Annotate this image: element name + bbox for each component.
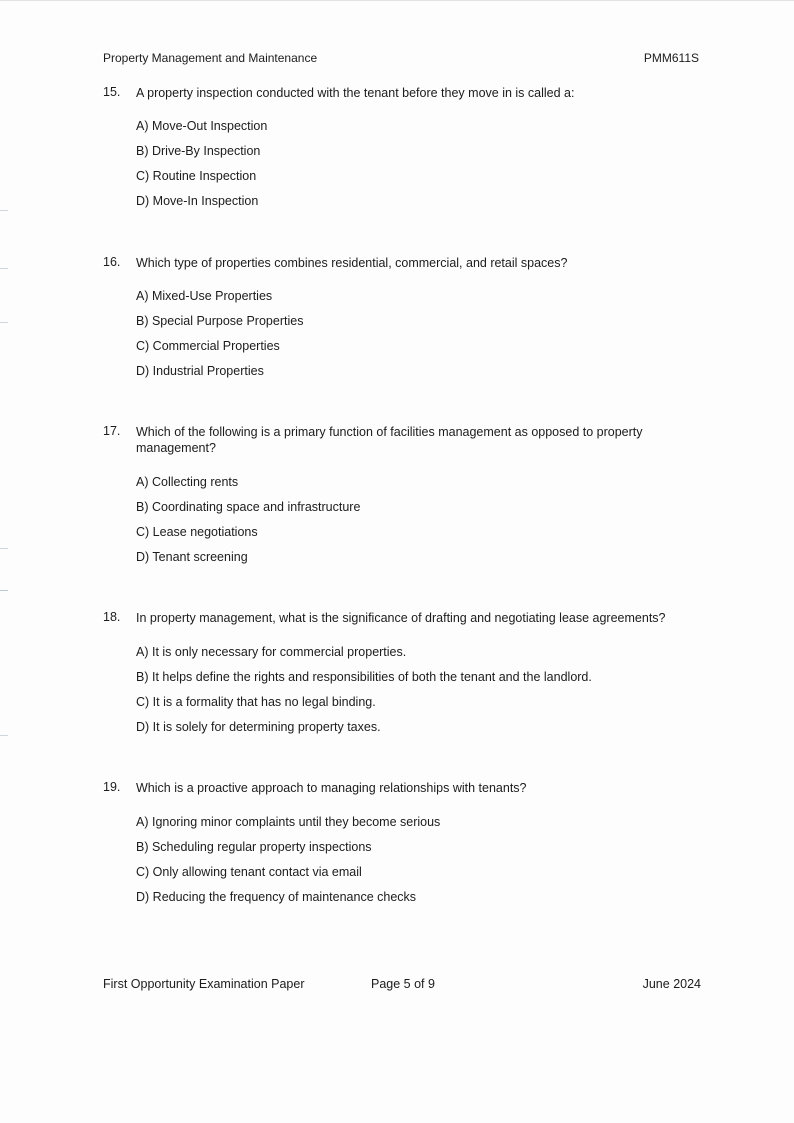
scan-margin-mark: [0, 590, 8, 591]
option-b: B) Drive-By Inspection: [136, 144, 261, 158]
option-list: [136, 118, 267, 218]
option-b: B) It helps define the rights and responsibilities of both the tenant and the landlord.: [136, 670, 592, 684]
page-number: Page 5 of 9: [371, 977, 435, 991]
scan-margin-mark: [0, 735, 8, 736]
option-d: D) Tenant screening: [136, 550, 248, 564]
scan-margin-mark: [0, 548, 8, 549]
question-text: Which of the following is a primary function of facilities management as opposed to property management?: [136, 425, 643, 455]
option-list: [136, 644, 592, 744]
option-b: B) Scheduling regular property inspections: [136, 840, 372, 854]
option-c: C) Commercial Properties: [136, 339, 280, 353]
page-header: [103, 51, 699, 67]
option-a: A) Ignoring minor complaints until they become serious: [136, 815, 441, 829]
paper-label: First Opportunity Examination Paper: [103, 977, 305, 991]
option-list: [136, 814, 440, 914]
scan-margin-mark: [0, 210, 8, 211]
option-a: A) It is only necessary for commercial properties.: [136, 645, 407, 659]
question-text: Which type of properties combines residential, commercial, and retail spaces?: [136, 256, 568, 270]
exam-date: June 2024: [642, 977, 701, 991]
question-text: Which is a proactive approach to managing relationships with tenants?: [136, 781, 527, 795]
question-16: [103, 255, 693, 385]
question-number: 17.: [103, 424, 121, 438]
option-d: D) Move-In Inspection: [136, 194, 259, 208]
option-c: C) Only allowing tenant contact via email: [136, 865, 362, 879]
scan-edge-line: [0, 0, 794, 1]
option-c: C) Lease negotiations: [136, 525, 258, 539]
option-d: D) It is solely for determining property taxes.: [136, 720, 381, 734]
question-17: [103, 424, 693, 574]
question-number: 15.: [103, 85, 121, 99]
question-number: 18.: [103, 610, 121, 624]
option-list: [136, 288, 303, 388]
course-title: Property Management and Maintenance: [103, 51, 318, 65]
option-list: [136, 474, 360, 574]
question-number: 19.: [103, 780, 121, 794]
option-a: A) Mixed-Use Properties: [136, 289, 273, 303]
option-a: A) Collecting rents: [136, 475, 239, 489]
question-text: In property management, what is the significance of drafting and negotiating lease agreements?: [136, 611, 666, 625]
option-c: C) It is a formality that has no legal binding.: [136, 695, 376, 709]
question-number: 16.: [103, 255, 121, 269]
scan-margin-mark: [0, 322, 8, 323]
question-18: [103, 610, 693, 740]
page-footer: [103, 977, 701, 993]
question-19: [103, 780, 693, 910]
scan-margin-mark: [0, 268, 8, 269]
question-15: [103, 85, 693, 215]
option-b: B) Special Purpose Properties: [136, 314, 304, 328]
option-c: C) Routine Inspection: [136, 169, 257, 183]
option-d: D) Reducing the frequency of maintenance checks: [136, 890, 417, 904]
question-text: A property inspection conducted with the tenant before they move in is called a:: [136, 86, 575, 100]
option-d: D) Industrial Properties: [136, 364, 264, 378]
course-code: PMM611S: [643, 51, 699, 65]
option-a: A) Move-Out Inspection: [136, 119, 268, 133]
option-b: B) Coordinating space and infrastructure: [136, 500, 361, 514]
